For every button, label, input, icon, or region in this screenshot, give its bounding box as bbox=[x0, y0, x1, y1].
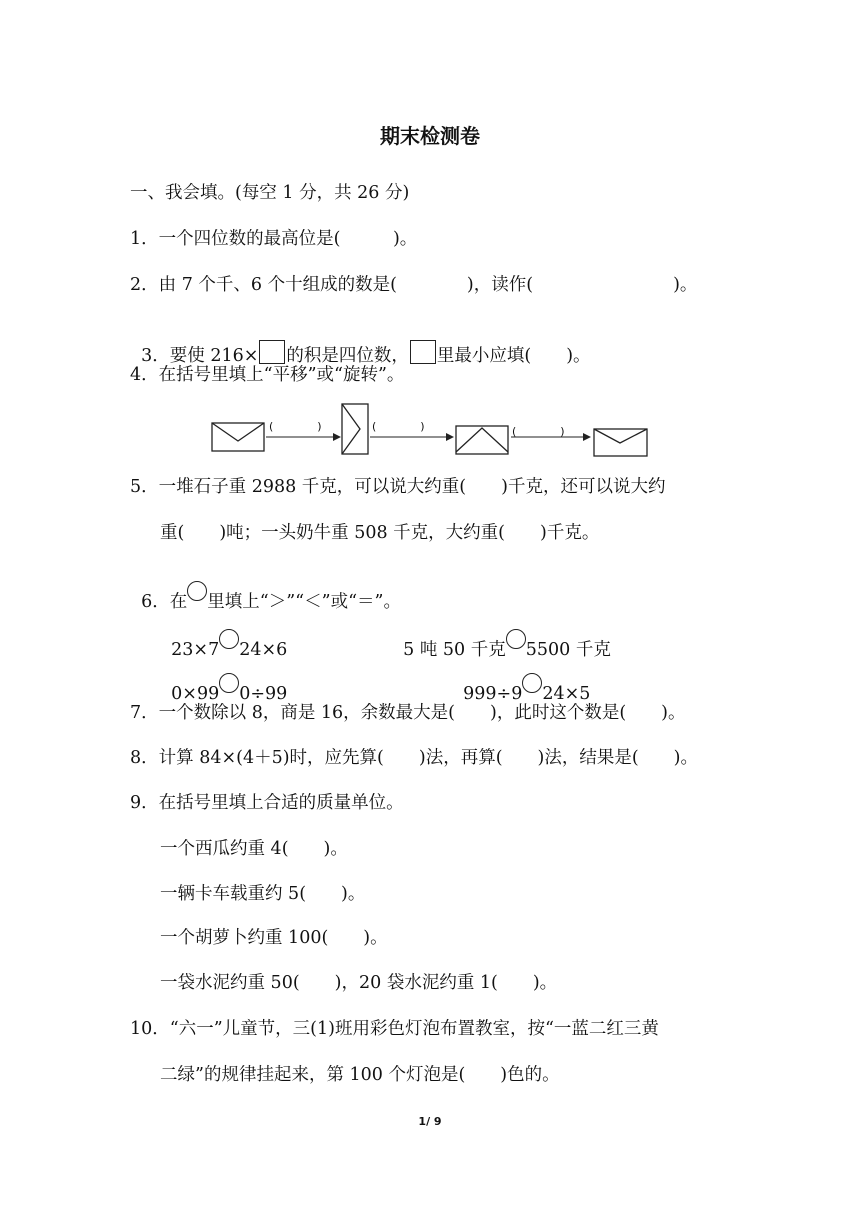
compare-item-3 bbox=[160, 661, 287, 703]
compare-right: 24×6 bbox=[239, 639, 288, 660]
compare-left: 23×7 bbox=[171, 639, 220, 660]
question-5-line-1: 5．一堆石子重 2988 千克，可以说大约重( )千克，还可以说大约 bbox=[130, 477, 666, 497]
compare-circle bbox=[219, 629, 239, 649]
section-heading: 一、我会填。(每空 1 分，共 26 分) bbox=[130, 183, 410, 203]
question-3-part-a: 3．要使 216× bbox=[141, 345, 259, 366]
question-9-item-4: 一袋水泥约重 50( )，20 袋水泥约重 1( )。 bbox=[160, 973, 558, 993]
question-4: 4．在括号里填上“平移”或“旋转”。 bbox=[130, 365, 405, 385]
arrow-2-label: ( ) bbox=[372, 420, 425, 433]
question-2: 2．由 7 个千、6 个十组成的数是( )，读作( )。 bbox=[130, 275, 698, 295]
rotated-shape-2 bbox=[342, 404, 368, 454]
envelope-shape-1 bbox=[212, 423, 264, 451]
envelope-shape-3 bbox=[456, 426, 508, 454]
compare-circle bbox=[219, 673, 239, 693]
compare-right: 0÷99 bbox=[239, 683, 288, 704]
question-7: 7．一个数除以 8，商是 16，余数最大是( )，此时这个数是( )。 bbox=[130, 703, 686, 723]
question-8: 8．计算 84×(4＋5)时，应先算( )法，再算( )法，结果是( )。 bbox=[130, 748, 699, 768]
compare-right: 5500 千克 bbox=[525, 639, 611, 660]
compare-circle bbox=[506, 629, 526, 649]
compare-left: 5 吨 50 千克 bbox=[403, 639, 506, 660]
question-9-item-3: 一个胡萝卜约重 100( )。 bbox=[160, 928, 388, 948]
question-10-line-2: 二绿”的规律挂起来，第 100 个灯泡是( )色的。 bbox=[160, 1065, 560, 1085]
page-title: 期末检测卷 bbox=[380, 124, 480, 148]
compare-item-2 bbox=[392, 617, 611, 659]
question-9-item-1: 一个西瓜约重 4( )。 bbox=[160, 839, 348, 859]
question-10-line-1: 10．“六一”儿童节，三(1)班用彩色灯泡布置教室，按“一蓝二红三黄 bbox=[130, 1019, 659, 1039]
compare-right: 24×5 bbox=[542, 683, 591, 704]
envelope-shape-4 bbox=[594, 429, 647, 456]
compare-left: 0×99 bbox=[171, 683, 220, 704]
compare-item-4 bbox=[452, 661, 590, 703]
question-6 bbox=[130, 569, 401, 611]
question-3-part-b: 的积是四位数， bbox=[286, 345, 409, 366]
page-number: 1/ 9 bbox=[418, 1115, 442, 1128]
compare-left: 999÷9 bbox=[463, 683, 523, 704]
compare-item-1 bbox=[160, 617, 287, 659]
question-3-part-c: 里最小应填( )。 bbox=[436, 345, 591, 366]
question-9-item-2: 一辆卡车载重约 5( )。 bbox=[160, 884, 366, 904]
question-1: 1．一个四位数的最高位是( )。 bbox=[130, 229, 418, 249]
compare-circle bbox=[522, 673, 542, 693]
question-6-part-b: 里填上“＞”“＜”或“＝”。 bbox=[207, 591, 401, 612]
arrow-1-label: ( ) bbox=[269, 420, 322, 433]
question-9: 9．在括号里填上合适的质量单位。 bbox=[130, 793, 404, 813]
compare-circle bbox=[187, 581, 207, 601]
arrow-3-label: ( ) bbox=[512, 425, 565, 438]
question-5-line-2: 重( )吨；一头奶牛重 508 千克，大约重( )千克。 bbox=[160, 523, 600, 543]
question-6-part-a: 6．在 bbox=[141, 591, 188, 612]
